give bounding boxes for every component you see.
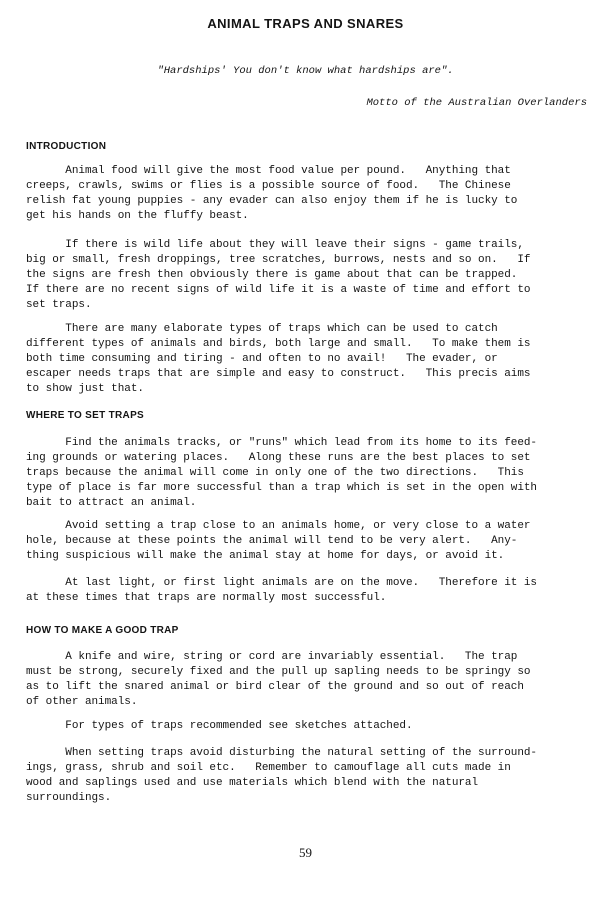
section-heading-where-to-set-traps: WHERE TO SET TRAPS	[26, 410, 145, 421]
page-number: 59	[299, 845, 312, 860]
paragraph-introduction-3: There are many elaborate types of traps which can be used to catch different types of animals and birds, both large and small. To make them is both time consuming and tiring - and often to no avail! The evader, or escaper needs traps that are simple and easy to construct. This precis aims to show just that.	[26, 323, 531, 395]
paragraph-good-trap-1: A knife and wire, string or cord are invariably essential. The trap must be strong, securely fixed and the pull up sapling needs to be springy so as to lift the snared animal or bird clear of the ground and so out of reach of other animals.	[26, 651, 531, 708]
paragraph-good-trap-3: When setting traps avoid disturbing the natural setting of the surround- ings, grass, shrub and soil etc. Remember to camouflage all cuts made in wood and saplings used and use materials which blend with the natural surroundings.	[26, 747, 537, 804]
epigraph-attribution: Motto of the Australian Overlanders	[366, 97, 587, 109]
page-title: ANIMAL TRAPS AND SNARES	[207, 16, 404, 31]
epigraph-quote: "Hardships' You don't know what hardships are".	[157, 65, 454, 77]
paragraph-good-trap-2: For types of traps recommended see sketches attached.	[26, 720, 413, 732]
paragraph-where-to-set-3: At last light, or first light animals are on the move. Therefore it is at these times that traps are normally most successful.	[26, 577, 537, 604]
paragraph-where-to-set-2: Avoid setting a trap close to an animals home, or very close to a water hole, because at these points the animal will tend to be very alert. Any- thing suspicious will make the animal stay at home for days, or avoid it.	[26, 520, 531, 562]
section-heading-introduction: INTRODUCTION	[26, 141, 107, 152]
section-heading-how-to-make-a-good-trap: HOW TO MAKE A GOOD TRAP	[26, 625, 179, 636]
paragraph-where-to-set-1: Find the animals tracks, or "runs" which lead from its home to its feed- ing grounds or watering places. Along these runs are the best places to set traps because the animal will come in only one of the two directions. This type of place is far more successful than a trap which is set in the open with bait to attract an animal.	[26, 437, 537, 509]
paragraph-introduction-2: If there is wild life about they will leave their signs - game trails, big or small, fresh droppings, tree scratches, burrows, nests and so on. If the signs are fresh then obviously there is game about that can be trapped. If there are no recent signs of wild life it is a waste of time and effort to set traps.	[26, 239, 531, 311]
paragraph-introduction-1: Animal food will give the most food value per pound. Anything that creeps, crawls, swims or flies is a possible source of food. The Chinese relish fat young puppies - any evader can also enjoy them if he is lucky to get his hands on the fluffy beast.	[26, 165, 518, 222]
